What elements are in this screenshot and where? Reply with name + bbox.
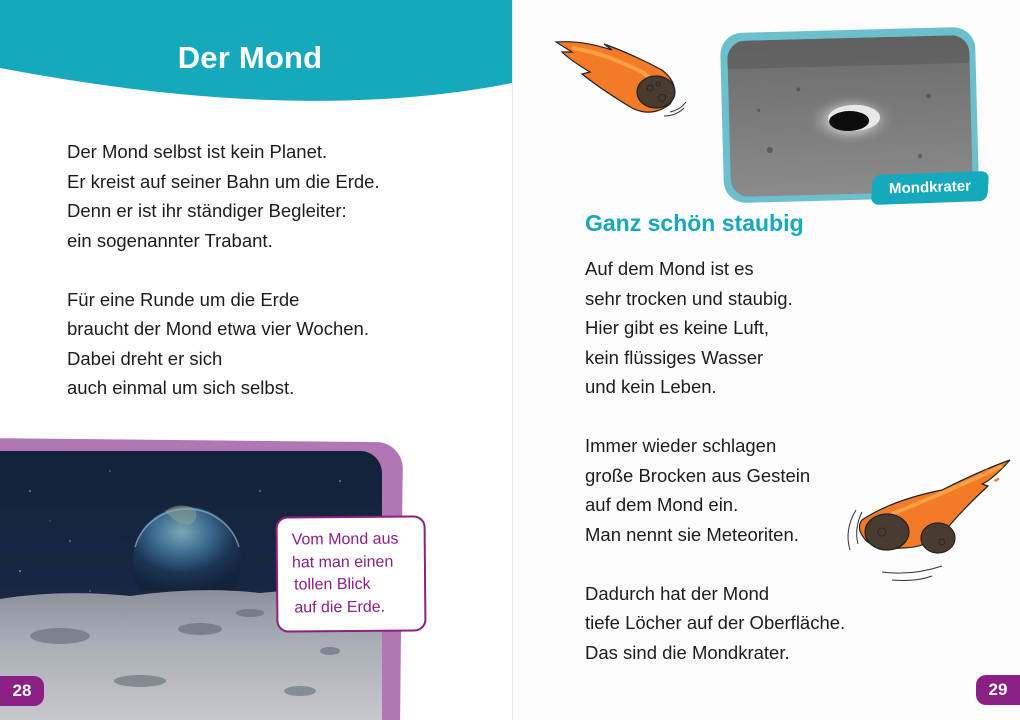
caption-line: auf die Erde.: [294, 598, 386, 616]
text-line: Das sind die Mondkrater.: [585, 641, 790, 663]
text-line: tiefe Löcher auf der Oberfläche.: [585, 612, 846, 633]
text-line: Dadurch hat der Mond: [585, 582, 770, 604]
page-number: 29: [976, 675, 1020, 705]
text-line: Für eine Runde um die Erde: [67, 288, 300, 310]
text-line: kein flüssiges Wasser: [585, 346, 764, 368]
text-line: braucht der Mond etwa vier Wochen.: [67, 318, 369, 339]
crater-label-text: Mondkrater: [888, 177, 972, 198]
text-line: Der Mond selbst ist kein Planet.: [67, 141, 328, 162]
text-line: auch einmal um sich selbst.: [67, 377, 295, 398]
section-heading: Ganz schön staubig: [585, 210, 804, 236]
text-line: Dabei dreht er sich: [67, 347, 223, 369]
text-line: Denn er ist ihr ständiger Begleiter:: [67, 200, 347, 221]
text-line: Man nennt sie Meteoriten.: [585, 523, 799, 545]
text-line: Immer wieder schlagen: [585, 435, 777, 456]
text-line: und kein Leben.: [585, 376, 717, 397]
text-line: Er kreist auf seiner Bahn um die Erde.: [67, 170, 380, 192]
text-line: Hier gibt es keine Luft,: [585, 317, 770, 338]
photo-caption-bubble: [275, 515, 426, 632]
text-line: große Brocken aus Gestein: [585, 464, 811, 486]
page-title: Der Mond: [177, 40, 323, 75]
caption-line: Vom Mond aus: [291, 530, 399, 549]
text-line: sehr trocken und staubig.: [585, 287, 793, 309]
double-meteor-icon: [832, 450, 1017, 590]
text-line: Auf dem Mond ist es: [585, 258, 754, 279]
text-line: ein sogenannter Trabant.: [67, 229, 273, 251]
caption-line: hat man einen: [291, 553, 394, 572]
right-body-text: [585, 254, 845, 667]
meteor-icon: [552, 34, 692, 124]
page-number: 28: [0, 676, 44, 706]
title-banner: [0, 0, 512, 110]
left-body-text: [67, 137, 380, 403]
caption-line: tollen Blick: [294, 575, 371, 594]
text-line: auf dem Mond ein.: [585, 494, 739, 515]
crater-photo-label: [871, 171, 989, 205]
